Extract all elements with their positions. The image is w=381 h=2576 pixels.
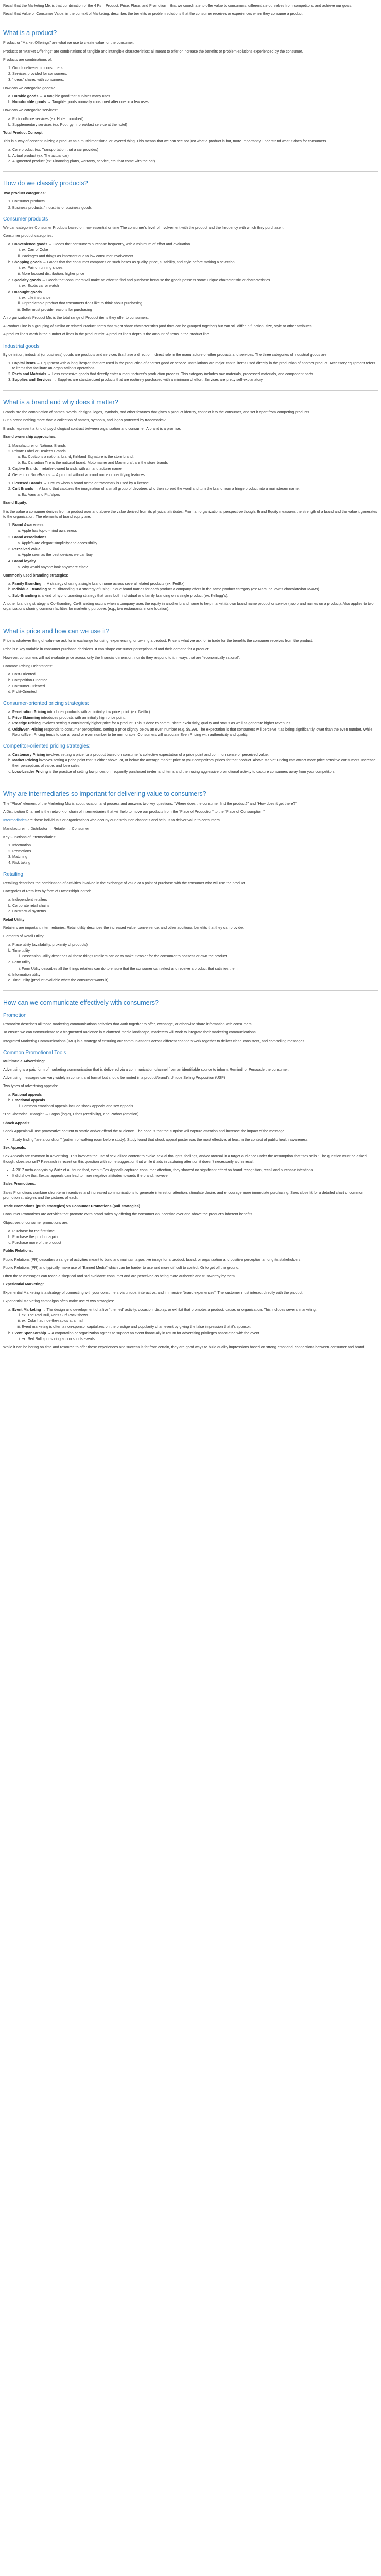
list-item: c. Consumer-Oriented (12, 684, 378, 689)
list-item: 2. Parts and Materials → Less expensive goods that directly enter a manufacturer’s production process. This category includes raw materials, processed materials, and component parts. (12, 371, 378, 377)
list-item: a. Core product (ex: Transportation that a car provides) (12, 147, 378, 152)
subheading: Shock Appeals: (3, 1120, 31, 1125)
paragraph: Elements of Retail Utility: (3, 934, 44, 939)
list-item: a. Event Marketing → The design and development of a live “themed” activity, occasion, display, or exhibit that promotes a product, cause, or organization. This includes several marketing: i. ex: The Rad Bull, Vans Surf Rock shows ii. ex: Coke had ride-the-rapids at a mall iii. Event marketing is often a non-sponsor capitalizes on the prestige and popularity of an event by giving the false impression that it’s sponsor. (12, 1307, 378, 1330)
paragraph: Brands represent a kind of psychological contract between organization and consumer. A brand is a promise. (3, 426, 181, 431)
section-divider (3, 990, 378, 991)
list-item: d. Odd/Even Pricing responds to consumer perceptions, setting a price slightly below an even number (e.g. $9.99). The expectation is that consumers will perceive it as being significantly lower than the even number. While Round/Even Pricing tends to use a round or even number to be memorable. Consumers will associate Even Pricing with authenticity and quality. (12, 727, 378, 737)
paragraph: Consumer Promotions are activities that promote extra brand sales by offering the consumer an incentive over and above the product’s inherent benefits. (3, 1212, 253, 1217)
retailer-categories-list (3, 897, 378, 914)
sub-item: a. Ex: Costco is a national brand, Kirkland Signature is the store brand. (22, 454, 378, 460)
sub-item: a. Why would anyone look anywhere else? (22, 565, 378, 570)
section-title-price: What is price and how can we use it? (3, 628, 110, 635)
list-item: b. Purchase the product again (12, 1234, 378, 1240)
list-item: c. Contractual systems (12, 909, 378, 914)
intro-paragraph-2: Recall that Value or Consumer Value, in the context of Marketing, describes the benefits or problem solutions that the consumer receives or experiences when they consume a product. (3, 11, 304, 16)
paragraph: To ensure we can communicate to a fragmented audience in a cluttered media landscape, marketers will work to integrate their marketing communications. (3, 1030, 257, 1035)
paragraph: Advertising is a paid form of marketing communication that is delivered via a communication channel from an identifiable source to inform, Remind, or Persuade the consumer. (3, 1067, 289, 1072)
list-item: a. Independent retailers (12, 897, 378, 902)
subheading: Public Relations: (3, 1248, 33, 1253)
sub-item: ii. More focused distribution, higher price (22, 271, 378, 276)
sub-item: i. ex: Life insurance (22, 295, 378, 300)
paragraph: Consumer product categories: (3, 233, 53, 239)
sub-item: iii. Seller must provide reasons for purchasing (22, 307, 378, 312)
paragraph: An organization’s Product Mix is the total range of Product items they offer to consumers. (3, 315, 149, 320)
list-item: b. Emotional appeals i. Common emotional appeals include shock appeals and sex appeals (12, 1098, 378, 1109)
pricing-orientations-list (3, 672, 378, 694)
subsection-title-promotional-tools: Common Promotional Tools (3, 1049, 66, 1056)
intro-paragraph-1: Recall that the Marketing Mix is that combination of the 4 Ps – Product, Price, Place, and Promotion – that we coordinate to offer value to consumers, differentiate ourselves from competitors, and achieve our goals. (3, 3, 353, 8)
list-item: b. Individual Branding or multibranding is a strategy of using unique brand names for each product a company offers in the same product category (ex: Mars Inc. owns chocolate/bar M&Ms). (12, 587, 378, 592)
paragraph: Brands are the combination of names, words, designs, logos, symbols, and other features that gives a product identity, connect it to the consumer, and set it apart from competing products. (3, 409, 310, 414)
product-components-list (3, 65, 378, 82)
list-item: b. Event Sponsorship → A corporation or organization agrees to support an event financially in return for advertising privileges associated with the event. i. ex: Red Bull sponsoring action sports events (12, 1331, 378, 1342)
list-item: 1. Brand Awareness a. Apple has top-of-mind awareness (12, 522, 378, 533)
list-item: 1. Manufacturer or National Brands (12, 443, 378, 448)
sub-item: a. Ex: Vans and Pitt Vipes (22, 492, 378, 497)
list-item: 3. Perceived value a. Apple seen as the best devices we can buy (12, 547, 378, 557)
paragraph: Advertising messages can vary widely in content and format but should be rooted in a product/brand’s Unique Selling Proposition (USP). (3, 1075, 227, 1080)
paragraph: While it can be boring on time and resource to offer these experiences and success is far from certain, they are good ways to build quality impressions based on strong emotional connections between consumer and brand. (3, 1345, 366, 1350)
paragraph: Integrated Marketing Communications (IMC) is a strategy of ensuring our communications across different channels work together to deliver clear, consistent, and compelling messages. (3, 1038, 306, 1043)
shock-appeals-list (3, 1137, 378, 1142)
subsection-title-promotion: Promotion (3, 1013, 27, 1019)
paragraph: This is a way of conceptualizing a product as a multidimensional or layered thing. This means that we can see not just what a product is but, more importantly, understand what it does for consumers. (3, 139, 327, 144)
section-title-classify: How do we classify products? (3, 180, 88, 188)
section-title-intermediaries: Why are intermediaries so important for delivering value to consumers? (3, 790, 206, 798)
paragraph: Sales Promotions combine short-term incentives and increased communications to generate interest or attention, stimulate desire, and encourage more immediate purchasing. Sees close fit for a detailed chart of common promotion strategies and the pictures of each. (3, 1190, 363, 1200)
paragraph: We can categorize Consumer Products based on how essential or time The consumer’s level of involvement with the product and the frequency with which they purchase it. (3, 225, 285, 230)
list-item: b. Time utility i. Possession Utility describes all those things retailers can do to make it easier for the consumer to possess or own the product. (12, 948, 378, 959)
list-item: • A 2017 meta-analysis by Wirtz et al. found that, even if Sex Appeals captured consumer attention, they showed no significant effect on brand recognition, recall and purchase intentions. (12, 1167, 378, 1173)
sub-item: a. Apple seen as the best devices we can buy (22, 552, 378, 557)
paragraph: But a brand nothing more than a collection of names, symbols, and logos protected by trademarks? (3, 417, 166, 422)
paragraph: Price is a key variable in consumer purchase decisions. It can shape consumer perceptions of and their demand for a product. (3, 647, 210, 652)
sub-item: i. ex: Red Bull sponsoring action sports events (22, 1336, 378, 1342)
sub-item: i. ex: The Rad Bull, Vans Surf Rock shows (22, 1313, 378, 1318)
list-item: a. Rational appeals (12, 1092, 378, 1097)
subheading: Retail Utility (3, 917, 25, 922)
competitor-pricing-list (3, 752, 378, 774)
intermediary-functions-list (3, 843, 378, 866)
subheading: Sales Promotions: (3, 1181, 36, 1187)
list-item: d. Profit-Oriented (12, 689, 378, 694)
subsection-title-retailing: Retailing (3, 871, 23, 877)
paragraph: However, consumers will not evaluate price across only the financial dimension, nor do they respond to it in ways that are “economically rational”. (3, 655, 241, 660)
subsection-title-consumer-products: Consumer products (3, 216, 48, 222)
paragraph: “The Rhetorical Triangle” → Logos (logic), Ethos (credibility), and Pathos (emotion). (3, 1112, 140, 1117)
list-item: 2. Promotions (12, 849, 378, 854)
list-item: 1. Capital items → Equipment with a long lifespan that are used in the production of another good or service. Installations are major capital items used directly in the production of another product. Accessory equipment refers to items that facilitate an organization’s operations. (12, 361, 378, 371)
sub-item: i. ex: Exotic car or watch (22, 283, 378, 289)
sub-item: i. ex: Pair of running shoes (22, 265, 378, 270)
list-item: 4. Generic or Non-Brands → A product without a brand name or identifying features (12, 472, 378, 478)
list-item: c. Purchase more of the product (12, 1240, 378, 1245)
paragraph: Product or “Market Offerings” are what we use to create value for the consumer. (3, 40, 134, 45)
sub-item: a. Apple has top-of-mind awareness (22, 528, 378, 533)
list-item: b. Price Skimming introduces products with an initially high price point. (12, 715, 378, 720)
sub-item: a. Apple’s are elegant simplicity and accessibility (22, 540, 378, 546)
brand-equity-list (3, 522, 378, 570)
advertising-appeals-list (3, 1092, 378, 1109)
list-item: 3. “Ideas” shared with consumers. (12, 77, 378, 82)
list-item: c. Loss-Leader Pricing is the practice of setting low prices on frequently purchased in-demand items and then using aggressive promotional activity to capture consumers away from your competitors. (12, 769, 378, 774)
list-item: 2. Brand associations a. Apple’s are elegant simplicity and accessibility (12, 535, 378, 546)
paragraph: Common Pricing Orientations: (3, 663, 53, 668)
list-item: a. Place utility (availability, proximity of products) (12, 942, 378, 947)
paragraph: A Product Line is a grouping of similar or related Product items that might share characteristics (and thus can be grouped together) but can still differ in function, size, style or other attributes. (3, 324, 313, 329)
list-item: 3. Captive Brands – retailer-owned brands with a manufacturer name (12, 466, 378, 471)
list-item: d. Information utility (12, 972, 378, 977)
section-divider (3, 171, 378, 172)
subheading: Two product categories: (3, 191, 46, 196)
list-item: a. Convenience goods → Goods that consumers purchase frequently, with a minimum of effort and evaluation. i. ex: Can of Coke ii. Packages and things as important due to low consumer involvement (12, 242, 378, 259)
list-item: 4. Risk taking (12, 860, 378, 866)
list-item: b. Shopping goods → Goods that the consumer compares on such bases as quality, price, suitability, and style before making a selection. i. ex: Pair of running shoes ii. More focused distribution, higher price (12, 260, 378, 277)
list-item: b. Competition-Oriented (12, 677, 378, 683)
paragraph: Retailers are important intermediaries. Retail utility describes the increased value, convenience, and other additional benefits that they can provide. (3, 925, 244, 930)
list-item: a. Penetration Pricing introduces products with an initially low price point. (ex: Netflix) (12, 709, 378, 715)
list-item: b. Supplementary services (ex: Pool, gym, breakfast service at the hotel) (12, 122, 378, 127)
paragraph: Another branding strategy is Co-Branding. Co-Branding occurs when a company uses the equity in another brand name to help market its own brand name product or service (two brand names on a product). Also applies to two organizations sharing common facilities for marketing purposes (e.g., two restaurants in one location). (3, 601, 374, 611)
paragraph: Two types of advertising appeals: (3, 1083, 58, 1089)
subsection-title-industrial-goods: Industrial goods (3, 343, 40, 349)
list-item: 1. Consumer products (12, 199, 378, 204)
list-item: c. Prestige Pricing involves setting a consistently higher price for a product. This is done to communicate exclusivity, quality and status as well as generate higher revenues. (12, 721, 378, 726)
section-title-communicate: How can we communicate effectively with consumers? (3, 999, 159, 1007)
paragraph: Trade Promotions (push strategies) vs Consumer Promotions (pull strategies) (3, 1203, 140, 1208)
paragraph: Shock Appeals will use provocative content to startle and/or offend the audience. The hope is that the surprise will capture attention and increase the impact of the message. (3, 1128, 286, 1133)
list-item: 2. Services provided for consumers. (12, 71, 378, 76)
paragraph: The “Place” element of the Marketing Mix is about location and process and answers two key questions: “Where does the consumer find the product?” and “How does it get there?” (3, 801, 297, 806)
list-item: 2. Cult Brands → A brand that captures the imagination of a small group of devotees who then spread the word and turn the brand from a fringe product into a mainstream name. a. Ex: Vans and Pitt Vipes (12, 486, 378, 497)
list-item: a. Protocol/core services (ex: Hotel room/bed) (12, 116, 378, 122)
list-item: 1. Information (12, 843, 378, 848)
list-item: 4. Brand loyalty a. Why would anyone look anywhere else? (12, 558, 378, 569)
paragraph: Objectives of consumer promotions are: (3, 1220, 69, 1225)
consumer-pricing-list (3, 709, 378, 737)
retail-utility-list (3, 942, 378, 984)
paragraph: Promotion describes all those marketing communications activities that work together to offer, exchange, or otherwise share information with consumers. (3, 1022, 253, 1027)
list-item: a. Purchase for the first time (12, 1229, 378, 1234)
subsection-title-consumer-pricing: Consumer-oriented pricing strategies: (3, 700, 89, 706)
sub-item: ii. Unpredictable product that consumers don’t like to think about purchasing (22, 301, 378, 306)
paragraph: Retailing describes the combination of activities involved in the exchange of value at a point of purchase with the consumer who will use the product. (3, 880, 246, 885)
list-item: • Study finding "are a condition" (pattern of walking room before study). Study found that shock appeal poster was the most effective, at least in the context of public health awareness. (12, 1137, 378, 1142)
paragraph: Products or “Market Offerings” are combinations of tangible and intangible characteristics; all meant to offer or increase the benefits or problem-solutions experienced by the consumer. (3, 48, 303, 54)
paragraph: Experiential Marketing is a strategy of connecting with your consumers via unique, interactive, and immersive “brand experiences”. The customer must interact directly with the product. (3, 1290, 304, 1295)
subheading: Experiential Marketing: (3, 1282, 44, 1287)
subheading: Brand ownership approaches: (3, 434, 57, 439)
sub-item: b. Ex: Canadian Tire is the national brand, Motomaster and Mastercraft are the store brands (22, 460, 378, 465)
sub-item: i. Common emotional appeals include shock appeals and sex appeals (22, 1104, 378, 1109)
experiential-strategies-list (3, 1307, 378, 1342)
services-list (3, 116, 378, 127)
paragraph: How can we categorize services? (3, 108, 58, 113)
paragraph: Categories of Retailers by form of Ownership/Control: (3, 889, 91, 894)
list-item: 3. Matching (12, 854, 378, 859)
list-item: a. Durable goods → A tangible good that survives many uses. (12, 94, 378, 99)
list-item: b. Market Pricing involves setting a price point that is either above, at, or below the average market price or your competitors’ prices for that product. Above Market Pricing can attract more price sensitive consumers. Increase their perceptions of value, and lose sales. (12, 758, 378, 768)
list-item: e. Time utility (product available when the consumer wants it) (12, 978, 378, 983)
list-item: c. Augmented product (ex: Financing plans, warranty, service, etc. that come with the car) (12, 159, 378, 164)
list-item: 2. Private Label or Dealer’s Brands a. Ex: Costco is a national brand, Kirkland Signature is the store brand. b. Ex: Canadian Tire is the national brand, Motomaster and Mastercraft are the store brands (12, 449, 378, 466)
paragraph: A product line’s width is the number of lines in the product mix. A product line’s depth is the amount of items in the product line. (3, 332, 210, 337)
list-item: b. Non-durable goods → Tangible goods normally consumed after one or a few uses. (12, 99, 378, 105)
subheading: Total Product Concept (3, 130, 43, 135)
subsection-title-competitor-pricing: Competitor-oriented pricing strategies: (3, 743, 91, 750)
list-item: c. Sub-Branding is a kind of hybrid branding strategy that uses both individual and family branding on a single product (ex: Kellogg’s). (12, 593, 378, 598)
paragraph: Products are combinations of: (3, 57, 53, 62)
paragraph: Price is whatever thing of value we ask for in exchange for using, experiencing, or owning a product. Price is what we ask for in trade for the benefits the consumer receives from the product. (3, 638, 314, 643)
list-item: d. Unsought goods i. ex: Life insurance ii. Unpredictable product that consumers don’t like to think about purchasing iii. Seller must provide reasons for purchasing (12, 290, 378, 312)
paragraph: Intermediaries are those individuals or organizations who occupy our distribution channels and help us to deliver value to consumers. (3, 818, 221, 823)
list-item: • It did show that Sexual appeals can lead to more negative attitudes towards the brand, however. (12, 1173, 378, 1178)
list-item: b. Actual product (ex: The actual car) (12, 153, 378, 158)
paragraph: Key Functions of Intermediaries: (3, 834, 57, 839)
list-item: c. Form utility i. Form Utility describes all the things retailers can do to ensure that the consumer can select and receive a product that satisfies them. (12, 960, 378, 971)
list-item: a. Cost-Oriented (12, 672, 378, 677)
sub-item: ii. Packages and things as important due to low consumer involvement (22, 253, 378, 259)
industrial-goods-list (3, 361, 378, 383)
paragraph: A Distribution Channel is the network or chain of intermediaries that will help to move our products from the “Place of Production” to the “Place of Consumption.” (3, 809, 265, 815)
list-item: a. Family Branding → A strategy of using a single brand name across several related products (ex: FedEx). (12, 581, 378, 586)
product-layers-list (3, 147, 378, 164)
goods-list (3, 94, 378, 105)
consumer-product-types (3, 242, 378, 312)
subheading: Sex Appeals: (3, 1145, 26, 1150)
paragraph: Manufacturer → Distributor → Retailer → Consumer (3, 826, 89, 831)
brand-ownership-list-2 (3, 481, 378, 498)
paragraph: Public Relations (PR) describes a range of activities meant to build and maintain a positive image for a product, brand, or organization and positive perception among its stakeholders. (3, 1257, 302, 1262)
sub-item: i. Possession Utility describes all those things retailers can do to make it easier for the consumer to possess or own the product. (22, 954, 378, 959)
list-item: c. Specialty goods → Goods that consumers will make an effort to find and purchase because the goods possess some unique characteristic or characteristics. i. ex: Exotic car or watch (12, 278, 378, 289)
paragraph: Public Relations (PR) and typically make use of “Earned Media” which can be harder to use and more difficult to control. Or to get off the ground. (3, 1265, 240, 1270)
sub-item: ii. ex: Coke had ride-the-rapids at a mall (22, 1318, 378, 1324)
subheading: Commonly used branding strategies: (3, 572, 68, 578)
section-divider (3, 390, 378, 391)
list-item: 3. Supplies and Services → Supplies are standardized products that are routinely purchased with a minimum of effort. Services are pretty self-explanatory. (12, 377, 378, 382)
paragraph: By definition, industrial (or business) goods are products and services that have a direct or indirect role in the manufacture of other products and services. The three categories of industrial goods are: (3, 352, 328, 357)
section-title-brand: What is a brand and why does it matter? (3, 398, 118, 406)
sub-item: iii. Event marketing is often a non-sponsor capitalizes on the prestige and popularity of an event by giving the false impression that it’s sponsor. (22, 1324, 378, 1329)
list-item: b. Corporate retail chains (12, 903, 378, 908)
list-item: 2. Business products / industrial or business goods (12, 205, 378, 210)
list-item: 1. Licensed Brands → Occurs when a brand name or trademark is used by a license. (12, 481, 378, 486)
product-categories-list (3, 199, 378, 210)
list-item: 1. Goods delivered to consumers. (12, 65, 378, 71)
sex-appeals-list (3, 1167, 378, 1178)
sub-item: i. Form Utility describes all the things retailers can do to ensure that the consumer can select and receive a product that satisfies them. (22, 966, 378, 971)
brand-ownership-list (3, 443, 378, 478)
subheading: Multimedia Advertising: (3, 1058, 45, 1063)
paragraph: Sex Appeals are common in advertising. This involves the use of sexualized content to evoke sexual thoughts, feelings, and/or arousal in a target audience under the assumption that “sex sells.” The question must be asked though, does sex sell? Research in recent on this question with some suggestion that while it aids in capturing attention it doesn’t necessarily aid in recall. (3, 1154, 367, 1164)
consumer-promotion-objectives (3, 1229, 378, 1246)
paragraph: Experiential Marketing campaigns often make use of two strategies: (3, 1298, 114, 1303)
subheading: Brand Equity: (3, 500, 28, 505)
paragraph: Often these messages can reach a skeptical and “ad avoidant” consumer and are perceived as being more authentic and trustworthy by them. (3, 1273, 236, 1278)
sub-item: i. ex: Can of Coke (22, 247, 378, 252)
paragraph: It is the value a consumer derives from a product over and above the value derived from its physical attributes. From an organizational perspective though, Brand Equity measures the strength of a brand and the value it generates to the organization. The elements of brand equity are: (3, 509, 377, 519)
paragraph: How can we categorize goods? (3, 85, 55, 90)
list-item: a. Customary Pricing involves setting a price for a product based on consumer’s collective expectation of a price point and common sense of perceived value. (12, 752, 378, 757)
section-title-product: What is a product? (3, 29, 57, 37)
branding-strategies-list (3, 581, 378, 598)
